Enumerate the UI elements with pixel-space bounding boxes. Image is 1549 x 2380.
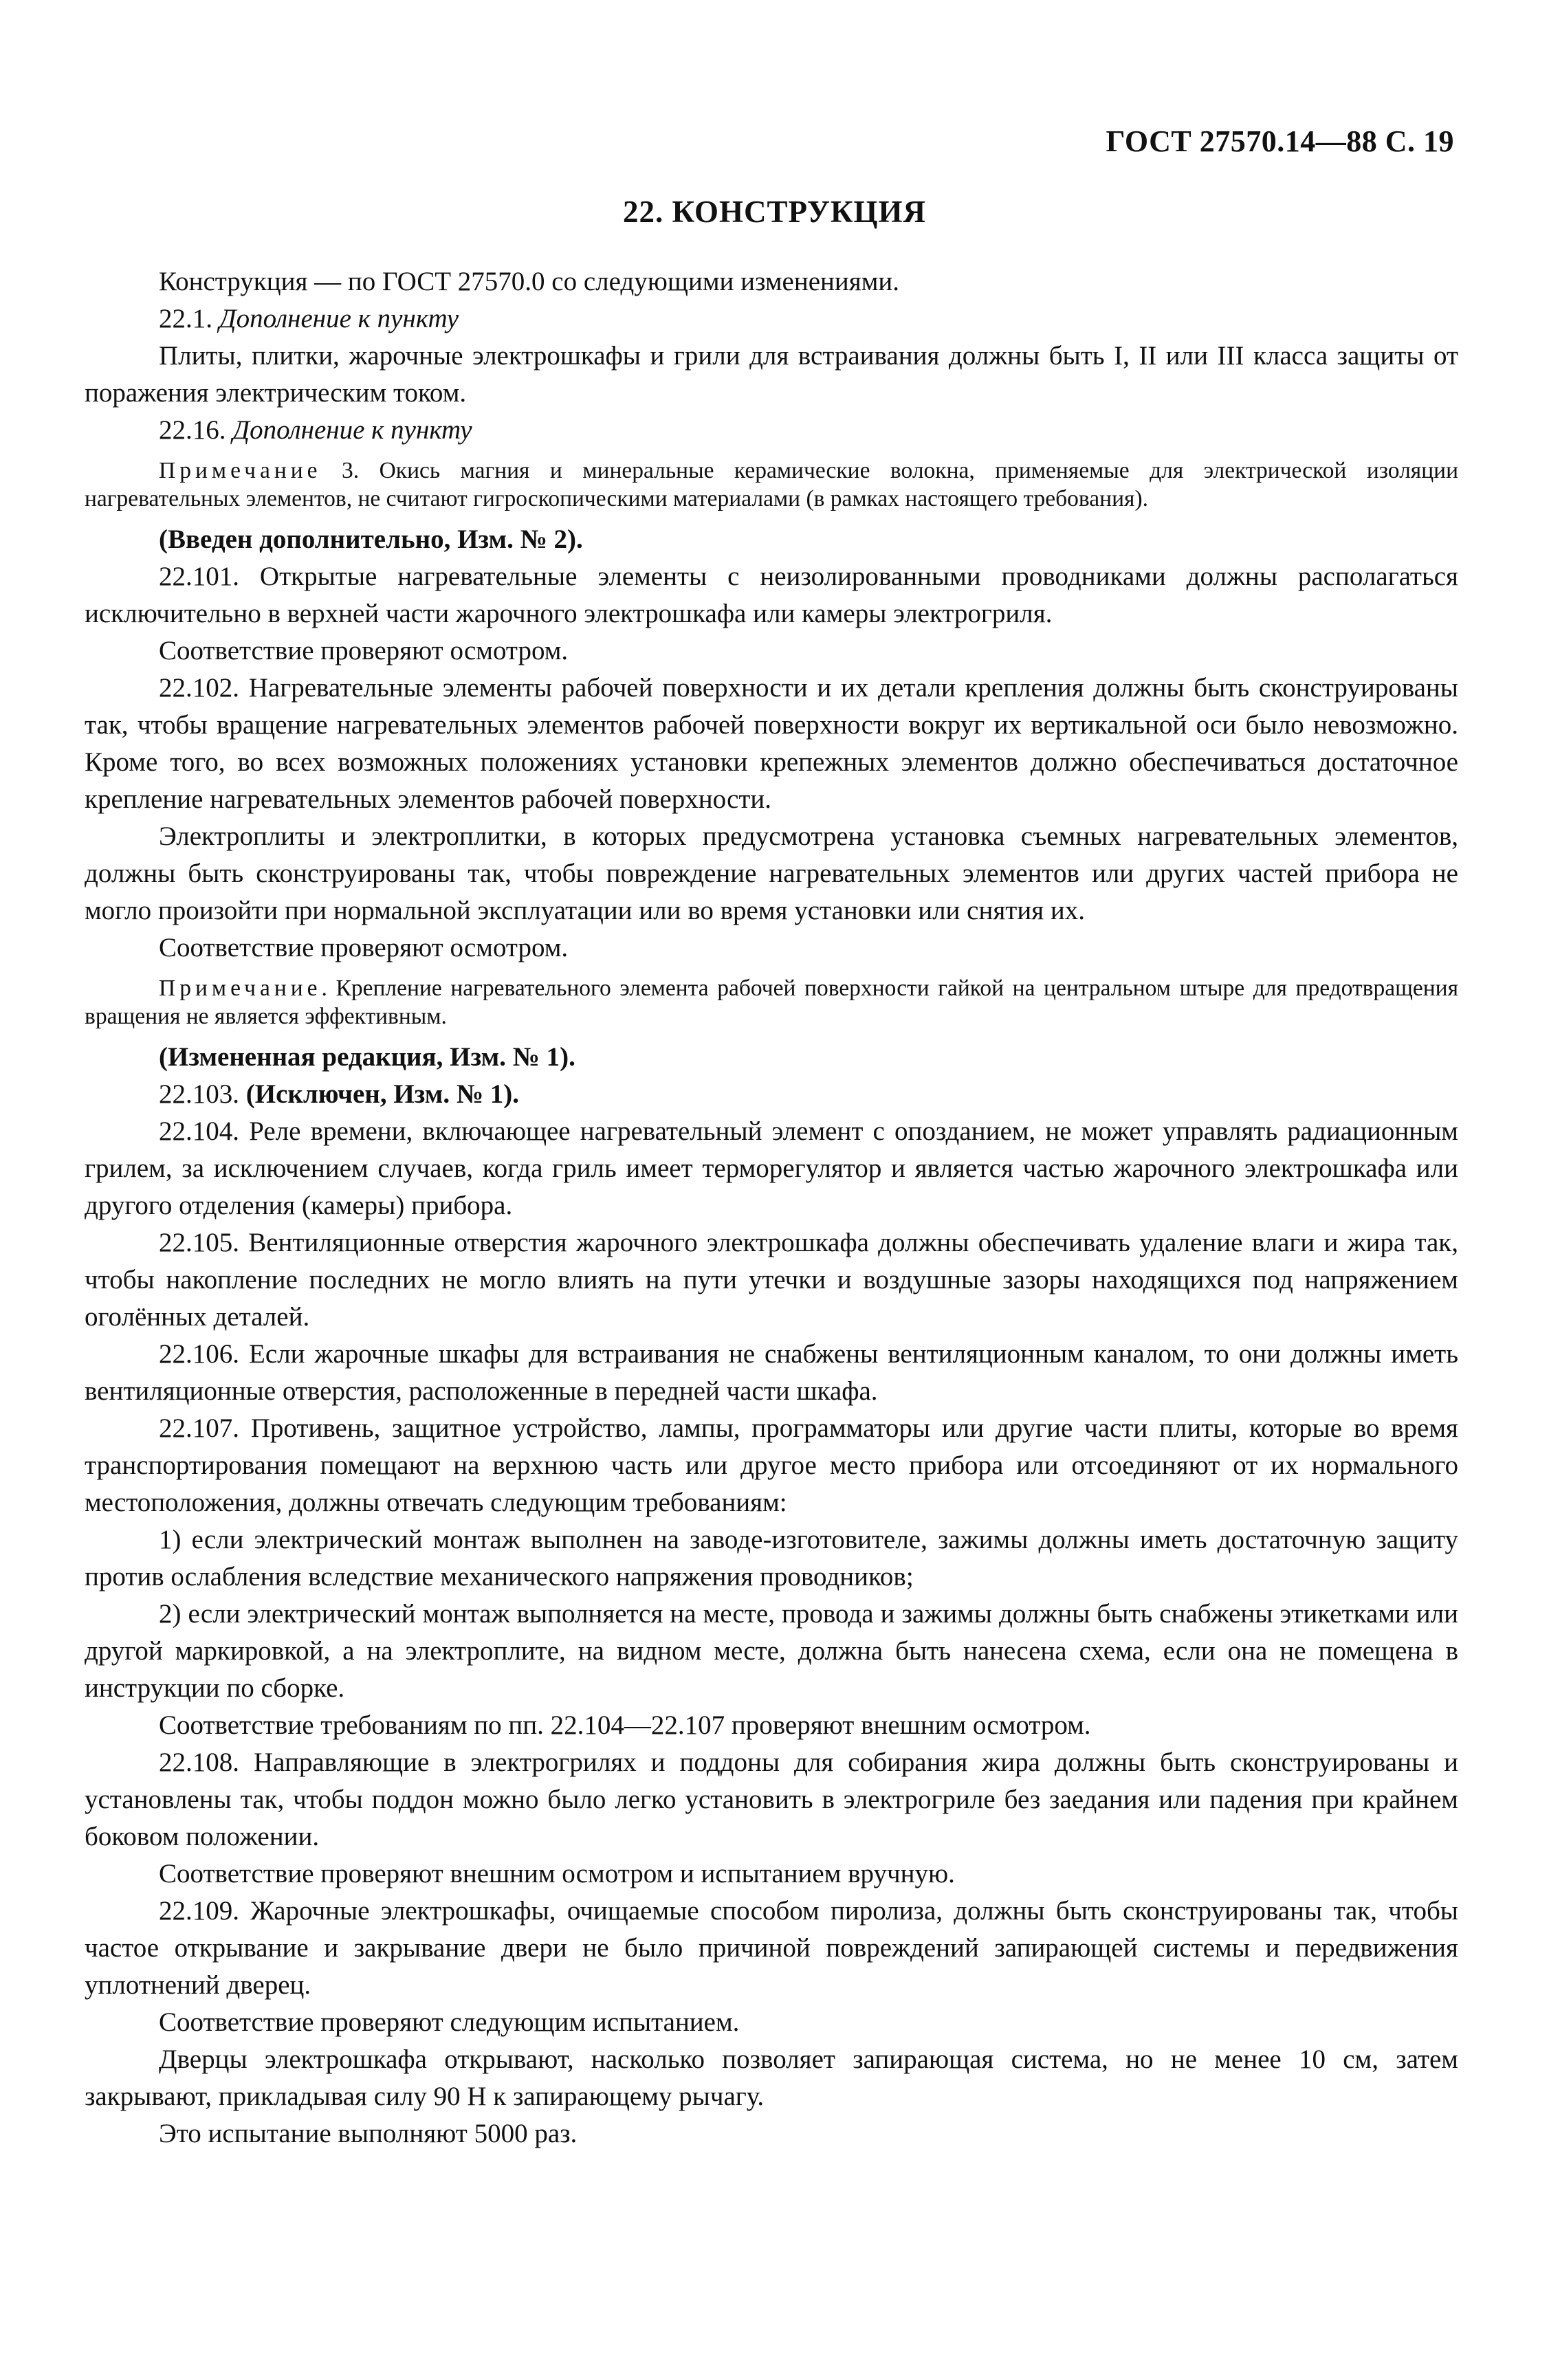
clause-22-109-check: Соответствие проверяют следующим испытанием. (159, 2007, 740, 2037)
clause-22-109: 22.109. Жарочные электрошкафы, очищаемые способом пиролиза, должны быть сконструированы так, чтобы частое открывание и закрывание двери не было причиной повреждений запирающей системы и передвижения уплотнений дверец. (85, 1896, 1458, 2000)
note-text: . Крепление нагревательного элемента рабочей поверхности гайкой на центральном штыре для предотвращения вращения не является эффективным. (85, 976, 1458, 1029)
clause-22-104: 22.104. Реле времени, включающее нагревательный элемент с опозданием, не может управлять радиационным грилем, за исключением случаев, когда гриль имеет терморегулятор и является частью жарочного электрошкафа или другого отделения (камеры) прибора. (85, 1116, 1458, 1220)
clause-22-108: 22.108. Направляющие в электрогрилях и поддоны для собирания жира должны быть сконструированы и установлены так, чтобы поддон можно было легко установить в электрогриле без заедания или падения при крайнем боковом положении. (85, 1748, 1458, 1851)
clause-22-109-test: Дверцы электрошкафа открывают, насколько позволяет запирающая система, но не менее 10 см, затем закрывают, прикладывая силу 90 Н к запирающему рычагу. (85, 2045, 1458, 2111)
clause-number: 22.1. (159, 304, 212, 333)
clause-22-101: 22.101. Открытые нагревательные элементы с неизолированными проводниками должны располагаться исключительно в верхней части жарочного электрошкафа или камеры электрогриля. (85, 562, 1458, 628)
clause-22-106: 22.106. Если жарочные шкафы для встраивания не снабжены вентиляционным каналом, то они должны иметь вентиляционные отверстия, расположенные в передней части шкафа. (85, 1339, 1458, 1406)
clause-22-1-text: Плиты, плитки, жарочные электрошкафы и грили для встраивания должны быть I, II или III класса защиты от поражения электрическим током. (85, 341, 1458, 408)
clause-22-102-check: Соответствие проверяют осмотром. (159, 933, 569, 962)
amendment-changed: (Измененная редакция, Изм. № 1). (159, 1042, 575, 1072)
clause-22-107: 22.107. Противень, защитное устройство, лампы, программаторы или другие части плиты, которые во время транспортирования помещают на верхнюю часть или другое место прибора или отсоединяют от их нормального местоположения, должны отвечать следующим требованиям: (85, 1413, 1458, 1517)
clause-22-102: 22.102. Нагревательные элементы рабочей поверхности и их детали крепления должны быть сконструированы так, чтобы вращение нагревательных элементов рабочей поверхности вокруг их вертикальной оси было невозможно. Кроме того, во всех возможных положениях установки крепежных элементов должно обеспечиваться достаточное крепление нагревательных элементов рабочей поверхности. (85, 673, 1458, 814)
clause-22-105: 22.105. Вентиляционные отверстия жарочного электрошкафа должны обеспечивать удаление влаги и жира так, чтобы накопление последних не могло влиять на пути утечки и воздушные зазоры находящихся под напряжением оголённых деталей. (85, 1228, 1458, 1332)
clause-22-108-check: Соответствие проверяют внешним осмотром и испытанием вручную. (159, 1859, 955, 1888)
document-body (85, 263, 1458, 2152)
clause-22-101-check: Соответствие проверяют осмотром. (159, 636, 569, 665)
section-title: 22. КОНСТРУКЦИЯ (622, 195, 927, 229)
note-text: 3. Окись магния и минеральные керамические волокна, применяемые для электрической изоляции нагревательных элементов, не считают гигроскопическими материалами (в рамках настоящего требования). (85, 458, 1458, 511)
clause-heading-italic: Дополнение к пункту (232, 415, 472, 445)
clause-number: 22.103. (159, 1079, 239, 1109)
note-label: Примечание (159, 976, 322, 1001)
clause-excluded: (Исключен, Изм. № 1). (245, 1079, 520, 1109)
note-3 (85, 456, 1458, 513)
clause-22-1-heading (85, 300, 1458, 338)
clause-heading-italic: Дополнение к пункту (219, 304, 459, 333)
clause-22-107-item-2: 2) если электрический монтаж выполняется на месте, провода и зажимы должны быть снабжены этикетками или другой маркировкой, а на электроплите, на видном месте, должна быть нанесена схема, если она не помещена в инструкции по сборке. (85, 1599, 1458, 1703)
clause-22-16-heading (85, 412, 1458, 449)
clause-22-107-item-1: 1) если электрический монтаж выполнен на заводе-изготовителе, зажимы должны иметь достаточную защиту против ослабления вследствие механического напряжения проводников; (85, 1525, 1458, 1591)
clause-22-102-b: Электроплиты и электроплитки, в которых предусмотрена установка съемных нагревательных элементов, должны быть сконструированы так, чтобы повреждение нагревательных элементов или других частей прибора не могло произойти при нормальной эксплуатации или во время установки или снятия их. (85, 822, 1458, 925)
note-22-102 (85, 974, 1458, 1031)
amendment-introduced: (Введен дополнительно, Изм. № 2). (159, 525, 583, 554)
intro-paragraph: Конструкция — по ГОСТ 27570.0 со следующими изменениями. (159, 267, 899, 296)
clause-22-107-check: Соответствие требованиям по пп. 22.104—22.107 проверяют внешним осмотром. (159, 1710, 1091, 1740)
clause-22-109-repeat: Это испытание выполняют 5000 раз. (159, 2119, 578, 2148)
clause-number: 22.16. (159, 415, 226, 445)
note-label: Примечание (159, 458, 322, 483)
running-head: ГОСТ 27570.14—88 С. 19 (1106, 124, 1454, 158)
clause-22-103 (85, 1076, 1458, 1113)
